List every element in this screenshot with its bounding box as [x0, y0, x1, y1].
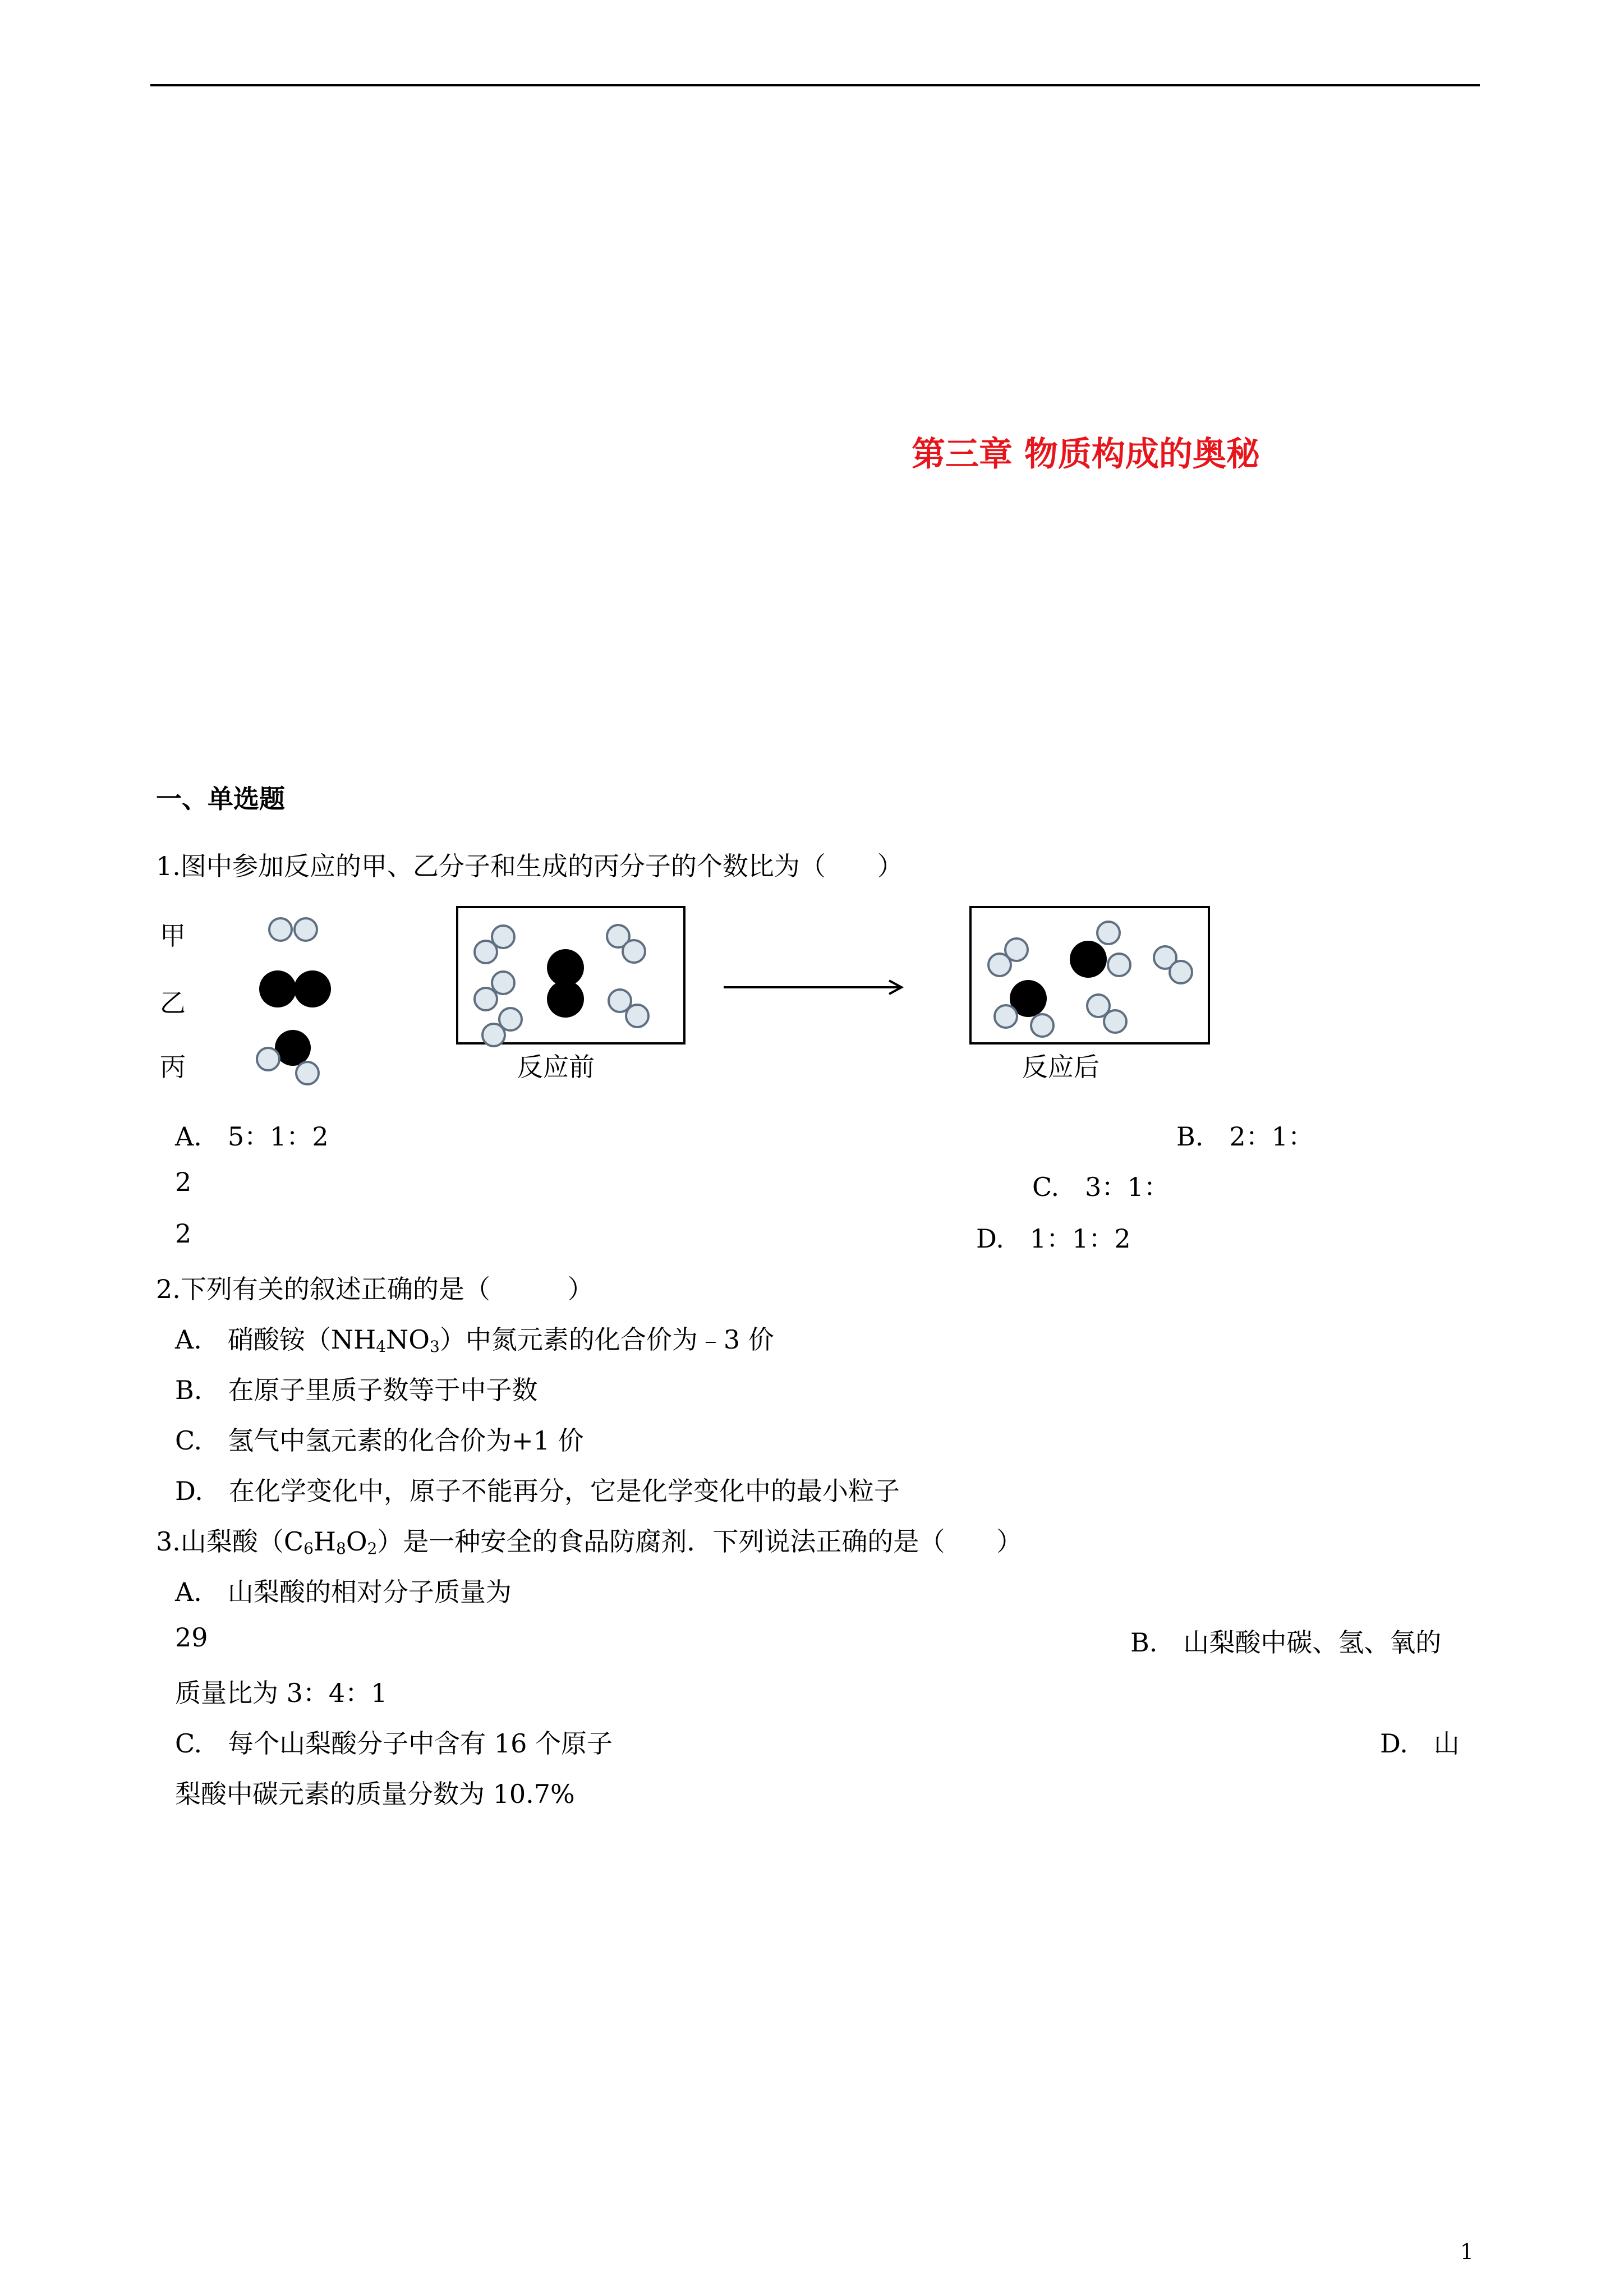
q2-option-c[interactable]: C. 氢气中氢元素的化合价为+1 价 — [175, 1425, 584, 1456]
q3-option-a-cont: 29 — [175, 1622, 208, 1653]
after-reaction-label: 反应后 — [1022, 1052, 1099, 1082]
question-2-stem: 2.下列有关的叙述正确的是（ ） — [156, 1274, 594, 1304]
question-3-stem: 3.山梨酸$(C_6H_8O_2)$是一种安全的食品防腐剂．下列说法正确的是（ ） — [156, 1526, 1023, 1558]
q1-option-d[interactable]: D. 1：1：2 — [976, 1223, 1131, 1254]
legend-yi-atom-1 — [259, 970, 296, 1007]
q1-option-c[interactable]: C. 3：1： — [1032, 1172, 1170, 1202]
q1-option-b-cont: 2 — [175, 1167, 192, 1197]
legend-label-bing: 丙 — [160, 1052, 186, 1082]
section-heading: 一、单选题 — [156, 784, 285, 814]
q3-option-a[interactable]: A. 山梨酸的相对分子质量为 — [175, 1577, 512, 1607]
q3-option-b-cont: 质量比为 3：4：1 — [175, 1678, 388, 1708]
legend-label-jia: 甲 — [160, 921, 186, 951]
legend-bing-h-atom-1 — [257, 1048, 279, 1070]
q1-option-c-cont: 2 — [175, 1218, 192, 1249]
q3-option-b[interactable]: B. 山梨酸中碳、氢、氧的 — [1130, 1627, 1442, 1658]
legend-label-yi: 乙 — [160, 988, 186, 1018]
q1-option-b[interactable]: B. 2：1： — [1176, 1121, 1314, 1152]
legend-jia-atom-2 — [295, 918, 317, 941]
legend-bing-h-atom-2 — [296, 1062, 319, 1084]
legend-yi-atom-2 — [294, 970, 331, 1007]
chapter-title: 第三章 物质构成的奥秘 — [912, 435, 1260, 474]
header-rule — [150, 84, 1480, 86]
q2-option-d[interactable]: D. 在化学变化中，原子不能再分，它是化学变化中的最小粒子 — [175, 1476, 900, 1506]
q3-option-c[interactable]: C. 每个山梨酸分子中含有 16 个原子 — [175, 1728, 613, 1759]
q3-option-d-cont: 梨酸中碳元素的质量分数为 10.7% — [175, 1779, 575, 1809]
page-number: 1 — [1460, 2239, 1474, 2264]
question-1-stem: 1.图中参加反应的甲、乙分子和生成的丙分子的个数比为（ ） — [156, 851, 903, 881]
legend-jia-atom-1 — [269, 918, 292, 941]
q3-option-d[interactable]: D. 山 — [1380, 1728, 1460, 1759]
question-3-number: 3. — [156, 1526, 181, 1557]
q2-option-b[interactable]: B. 在原子里质子数等于中子数 — [175, 1375, 538, 1405]
q2-option-a[interactable]: A. 硝酸铵$(NH_4NO_3)$中氮元素的化合价为﹣3 价 — [175, 1324, 774, 1356]
after-reaction-box — [0, 0, 1, 1]
question-2-number: 2. — [156, 1274, 181, 1304]
q1-option-a[interactable]: A. 5：1：2 — [175, 1121, 329, 1152]
before-reaction-label: 反应前 — [517, 1052, 595, 1082]
question-1-number: 1. — [156, 851, 181, 881]
